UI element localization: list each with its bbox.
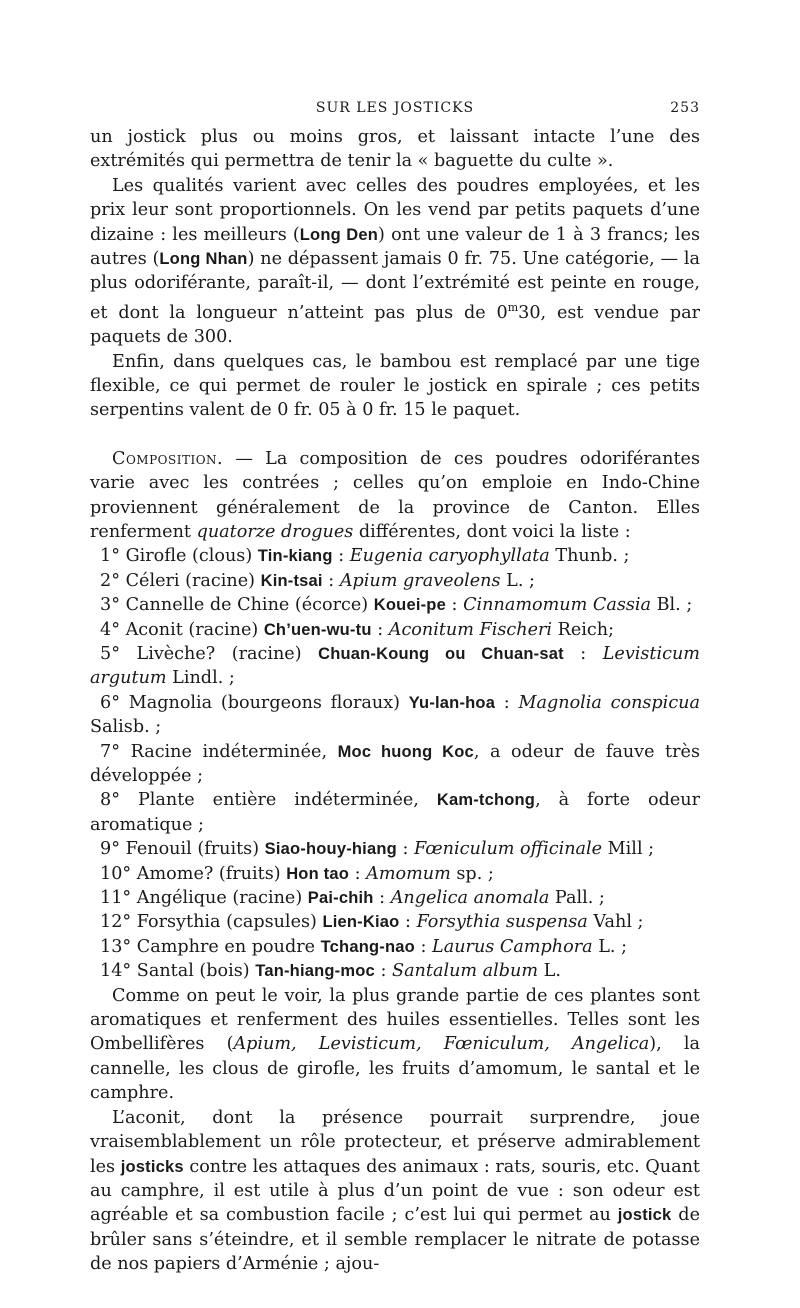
paragraph-aconit: L’aconit, dont la présence pourrait surprendre, joue vraisemblablement un rôle protecteur, et préserve admirablement les josticks contre les attaques des animaux : rats, souris, etc. Quant au camphre, il est utile à plus d’un point de vue : son odeur est agréable et sa combustion facile ; c’est lui qui permet au jostick de brûler sans s’éteindre, et il semble remplacer le nitrate de potasse de nos papiers d’Arménie ; ajou- [90,1107,700,1275]
scientific-name: Magnolia conspicua [518,692,700,713]
vernacular-name: Siao-houy-hiang [264,840,397,859]
paragraph-prices: Les qualités varient avec celles des poudres employées, et les prix leur sont proportionnels. On les vend par petits paquets d’une dizaine : les meilleurs (Long Den) ont une valeur de 1 à 3 francs; les autres (Long Nhan) ne dépassent jamais 0 fr. 75. Une catégorie, — la plus odoriférante, paraît-il, — dont l’extrémité est peinte en rouge, et dont la longueur n’atteint pas plus de 0$^m$30, est vendue par paquets de 300. [90,175,701,348]
scientific-name: Angelica anomala [390,888,550,909]
list-item: 11° Angélique (racine) Pai-chih : Angelica anomala Pall. ; [100,888,605,909]
item-number: 10° [100,863,132,884]
page-body [90,125,700,1277]
paragraph-continuation: un jostick plus ou moins gros, et laissant intacte l’une des extrémités qui permettra de tenir la « baguette du culte ». [90,127,700,172]
list-item: 9° Fenouil (fruits) Siao-houy-hiang : Fœniculum officinale Mill ; [100,839,655,860]
item-number: 11° [100,888,132,909]
scientific-name: Cinnamomum Cassia [463,595,652,616]
item-number: 3° [100,595,120,616]
page-number: 253 [670,100,700,116]
list-item: 2° Céleri (racine) Kin-tsai : Apium graveolens L. ; [100,570,535,591]
scientific-name: Forsythia suspensa [416,912,588,933]
item-number: 8° [100,790,120,811]
page-header [90,95,700,125]
vernacular-name: Pai-chih [307,889,374,908]
list-item: 3° Cannelle de Chine (écorce) Kouei-pe : Cinnamomum Cassia Bl. ; [100,595,693,616]
list-item: 7° Racine indéterminée, Moc huong Koc, a odeur de fauve très développée ; [90,741,700,787]
list-item: 1° Girofle (clous) Tin-kiang : Eugenia caryophyllata Thunb. ; [100,546,630,567]
list-item: 8° Plante entière indéterminée, Kam-tchong, à forte odeur aromatique ; [90,790,701,835]
item-number: 5° [100,643,120,664]
vernacular-name: Hon tao [286,864,349,883]
vernacular-name: Moc huong Koc [337,742,474,761]
scientific-name: Levisticum argutum [90,643,700,689]
term-long-nhan: Long Nhan [159,250,248,269]
item-number: 6° [100,692,120,713]
item-number: 9° [100,839,120,860]
scientific-name: Eugenia caryophyllata [349,546,550,567]
section-heading: Composition. [112,448,224,469]
vernacular-name: Kouei-pe [373,596,446,615]
list-item: 12° Forsythia (capsules) Lien-Kiao : Forsythia suspensa Vahl ; [100,912,644,933]
running-title: SUR LES JOSTICKS [315,100,475,116]
scientific-name: Santalum album [392,961,539,982]
scientific-name: Aconitum Fischeri [388,619,553,640]
paragraph-spiral: Enfin, dans quelques cas, le bambou est remplacé par une tige flexible, ce qui permet de rouler le jostick en spirale ; ces petits serpentins valent de 0 fr. 05 à 0 fr. 15 le paquet. [90,351,700,421]
scientific-name: Apium graveolens [339,570,501,591]
list-item: 4° Aconit (racine) Ch’uen-wu-tu : Aconitum Fischeri Reich; [100,619,615,640]
vernacular-name: Tchang-nao [320,937,415,956]
vernacular-name: Chuan-Koung ou Chuan-sat [318,644,564,663]
list-item: 5° Livèche? (racine) Chuan-Koung ou Chuan-sat : Levisticum argutum Lindl. ; [90,643,700,689]
item-number: 4° [100,619,120,640]
vernacular-name: Kam-tchong [436,791,536,810]
term-long-den: Long Den [299,225,379,244]
vernacular-name: Lien-Kiao [322,913,400,932]
list-item: 10° Amome? (fruits) Hon tao : Amomum sp. ; [100,863,494,884]
scientific-name: Fœniculum officinale [414,839,603,860]
item-number: 2° [100,570,120,591]
item-number: 1° [100,546,120,567]
vernacular-name: Ch’uen-wu-tu [263,620,372,639]
paragraph-composition: Composition. — La composition de ces poudres odoriférantes varie avec les contrées ; celles qu’on emploie en Indo-Chine proviennent généralement de la province de Canton. Elles renferment quatorze drogues différentes, dont voici la liste : [90,448,700,542]
scientific-name: Laurus Camphora [432,936,593,957]
item-number: 13° [100,936,132,957]
ingredient-list [90,544,700,983]
item-number: 12° [100,912,132,933]
scientific-name: Amomum [366,863,451,884]
vernacular-name: Tan-hiang-moc [255,962,375,981]
vernacular-name: Kin-tsai [260,571,323,590]
vernacular-name: Tin-kiang [257,547,333,566]
list-item: 6° Magnolia (bourgeons floraux) Yu-lan-hoa : Magnolia conspicua Salisb. ; [90,692,700,738]
item-number: 7° [100,741,120,762]
list-item: 14° Santal (bois) Tan-hiang-moc : Santalum album L. [100,961,561,982]
list-item: 13° Camphre en poudre Tchang-nao : Laurus Camphora L. ; [100,936,628,957]
vernacular-name: Yu-lan-hoa [408,693,496,712]
item-number: 14° [100,961,132,982]
paragraph-aromatic: Comme on peut le voir, la plus grande partie de ces plantes sont aromatiques et renferment des huiles essentielles. Telles sont les Ombellifères (Apium, Levisticum, Fœniculum, Angelica), la cannelle, les clous de girofle, les fruits d’amomum, le santal et le camphre. [90,985,700,1104]
book-page [90,95,700,1277]
